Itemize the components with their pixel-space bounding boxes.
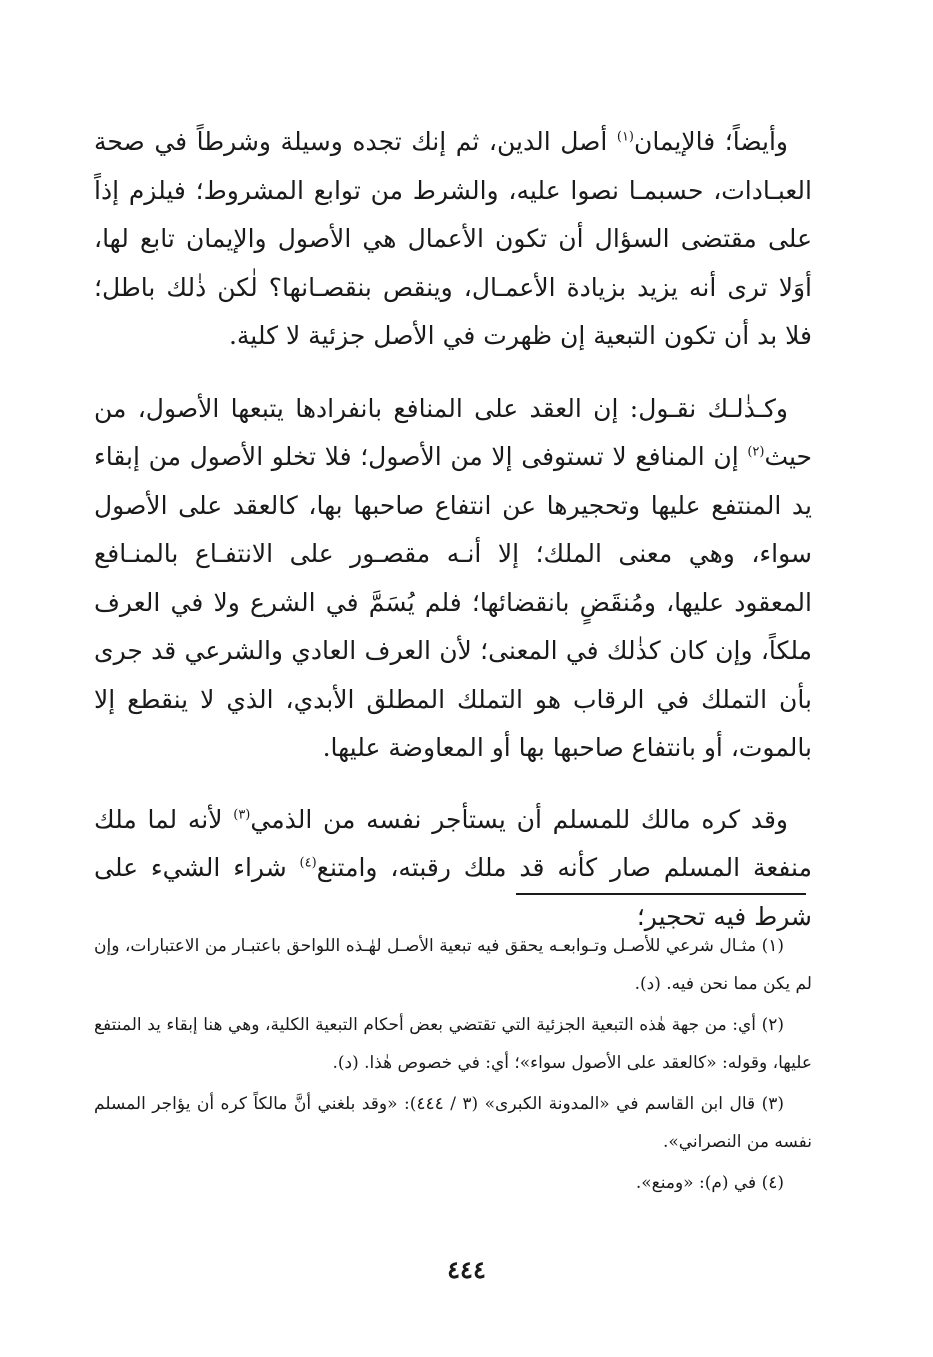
main-text — [94, 118, 812, 964]
paragraph-text: وأيضاً؛ فالإيمان — [634, 127, 788, 156]
paragraph-text: وكـذٰلـك نقـول: إن العقد على المنافع بانفرادها يتبعها الأصول، من حيث — [94, 393, 812, 471]
footnote-4: (٤) في (م): «ومنع». — [635, 1173, 784, 1193]
paragraph-contract-on-benefits — [94, 385, 812, 773]
paragraph-malik-hire — [94, 796, 812, 942]
footnote-separator — [516, 893, 806, 895]
footnote-3: (٣) قال ابن القاسم في «المدونة الكبرى» (٣ / ٤٤٤): «وقد بلغني أنَّ مالكاً كره أن يؤاجر المسلم نفسه من النصراني». — [94, 1094, 812, 1152]
paragraph-text: وقد كره مالك للمسلم أن يستأجر نفسه من الذمي — [250, 804, 788, 834]
paragraph-text: أصل الدين، ثم إنك تجده وسيلة وشرطاً في صحة العبـادات، حسبمـا نصوا عليه، والشرط من توابع المشروط؛ فيلزم إذاً على مقتضى السؤال أن تكون الأعمال هي الأصول والإيمان تابع لها، أوَلا ترى أنه يزيد بزيادة الأعمـال، وينقص بنقصـانها؟ لٰكن ذٰلك باطل؛ فلا بد أن تكون التبعية إن ظهرت في الأصل جزئية لا كلية. — [94, 127, 812, 350]
footnote-1: (١) مثـال شرعي للأصـل وتـوابعـه يحقق فيه تبعية الأصـل لهٰـذه اللواحق باعتبـار من الاعتبارات، وإن لم يكن مما نحن فيه. (د). — [94, 936, 812, 994]
footnote-2: (٢) أي: من جهة هٰذه التبعية الجزئية التي تقتضي بعض أحكام التبعية الكلية، وهي هنا إبقاء يد المنتفع عليها، وقوله: «كالعقد على الأصول سواء»؛ أي: في خصوص هٰذا. (د). — [94, 1015, 812, 1073]
paragraph-text: لأنه لما ملك منفعة المسلم صار كأنه قد ملك رقبته، وامتنع — [94, 804, 812, 882]
footnote-ref-2[interactable]: (٢) — [747, 444, 765, 460]
paragraph-faith-as-principle — [94, 118, 812, 361]
paragraph-text: إن المنافع لا تستوفى إلا من الأصول؛ فلا تخلو الأصول من إبقاء يد المنتفع عليها وتحجيرها عن انتفاع صاحبها بها، كالعقد على الأصول سواء، وهي معنى الملك؛ إلا أنـه مقصـور على الانتفـاع بالمنـافع المعقود عليها، ومُنقَضٍ بانقضائها؛ فلم يُسَمَّ في الشرع ولا في العرف ملكاً، وإن كان كذٰلك في المعنى؛ لأن العرف العادي والشرعي قد جرى بأن التملك في الرقاب هو التملك المطلق الأبدي، الذي لا ينقطع إلا بالموت، أو بانتفاع صاحبها بها أو المعاوضة عليها. — [94, 442, 812, 762]
footnote-ref-4[interactable]: (٤) — [299, 855, 317, 871]
footnote-ref-3[interactable]: (٣) — [233, 807, 251, 823]
page-number: ٤٤٤ — [447, 1255, 486, 1284]
footnotes — [94, 927, 812, 1205]
paragraph-text: شراء الشيء على شرط فيه تحجير؛ — [94, 853, 812, 931]
footnote-ref-1[interactable]: (١) — [616, 129, 634, 145]
